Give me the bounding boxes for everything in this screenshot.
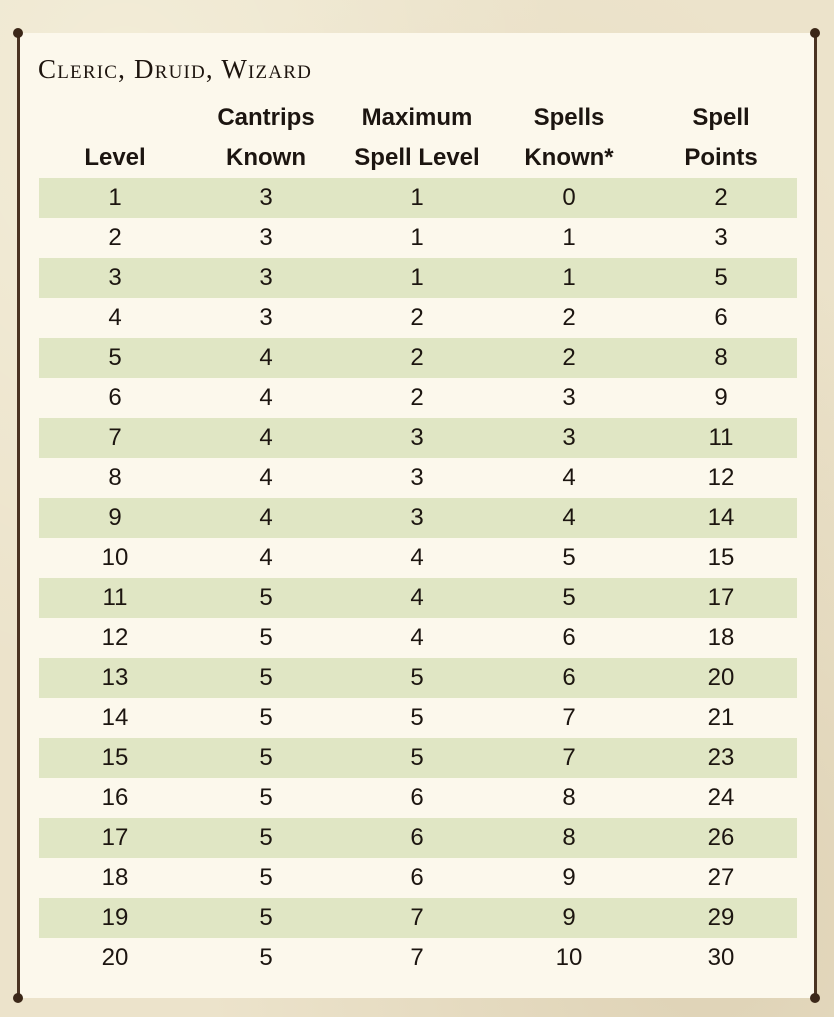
spells-known-cell: 0 (562, 184, 576, 211)
spells-known-cell: 2 (562, 344, 576, 371)
spell-points-cell: 17 (707, 584, 735, 611)
max-spell-level-cell: 3 (410, 464, 424, 491)
spells-known-cell: 10 (555, 944, 583, 971)
spell-points-cell: 9 (714, 384, 728, 411)
spell-points-cell: 5 (714, 264, 728, 291)
cantrips-known-cell: 5 (259, 824, 273, 851)
table-title: Cleric, Druid, Wizard (38, 54, 313, 84)
header-cantrips-known (191, 98, 341, 178)
spell-points-cell: 29 (707, 904, 735, 931)
table-row (39, 858, 797, 898)
border-knob-top-right (810, 28, 820, 38)
spell-points-cell: 27 (707, 864, 735, 891)
header-line: Spell (692, 104, 750, 131)
left-border-rule (17, 33, 20, 998)
spells-known-cell: 4 (562, 464, 576, 491)
level-cell: 8 (108, 464, 122, 491)
spells-known-cell: 8 (562, 824, 576, 851)
table-row (39, 338, 797, 378)
spells-known-cell: 9 (562, 904, 576, 931)
spells-known-cell: 9 (562, 864, 576, 891)
level-cell: 13 (101, 664, 129, 691)
spell-points-cell: 11 (708, 424, 734, 451)
spells-known-cell: 3 (562, 424, 576, 451)
spells-known-cell: 7 (562, 704, 576, 731)
header-spell-points (645, 98, 797, 178)
border-knob-top-left (13, 28, 23, 38)
spells-known-cell: 4 (562, 504, 576, 531)
spell-points-cell: 20 (707, 664, 735, 691)
cantrips-known-cell: 5 (259, 744, 273, 771)
header-line: Cantrips (217, 104, 315, 131)
max-spell-level-cell: 4 (410, 584, 424, 611)
table-row (39, 738, 797, 778)
level-cell: 4 (108, 304, 122, 331)
max-spell-level-cell: 4 (410, 624, 424, 651)
table-row (39, 578, 797, 618)
level-cell: 19 (101, 904, 129, 931)
level-cell: 3 (108, 264, 122, 291)
max-spell-level-cell: 3 (410, 424, 424, 451)
level-cell: 7 (108, 424, 122, 451)
cantrips-known-cell: 5 (259, 624, 273, 651)
spells-known-cell: 6 (562, 664, 576, 691)
table-row (39, 458, 797, 498)
spell-points-cell: 2 (714, 184, 728, 211)
table-row (39, 178, 797, 218)
table-row (39, 938, 797, 978)
level-cell: 18 (101, 864, 129, 891)
level-cell: 14 (101, 704, 129, 731)
cantrips-known-cell: 5 (259, 784, 273, 811)
level-cell: 5 (108, 344, 122, 371)
max-spell-level-cell: 2 (410, 304, 424, 331)
level-cell: 6 (108, 384, 122, 411)
header-line: Points (684, 144, 758, 171)
table-row (39, 378, 797, 418)
table-row (39, 218, 797, 258)
header-line: Known (226, 144, 306, 171)
cantrips-known-cell: 5 (259, 584, 273, 611)
level-cell: 11 (102, 584, 128, 611)
max-spell-level-cell: 5 (410, 744, 424, 771)
cantrips-known-cell: 3 (259, 184, 273, 211)
spell-points-table (39, 98, 797, 978)
cantrips-known-cell: 3 (259, 264, 273, 291)
spell-points-cell: 26 (707, 824, 735, 851)
spell-points-cell: 21 (707, 704, 735, 731)
header-level (39, 98, 191, 178)
cantrips-known-cell: 4 (259, 504, 273, 531)
max-spell-level-cell: 5 (410, 664, 424, 691)
table-row (39, 258, 797, 298)
table-body (39, 178, 797, 978)
cantrips-known-cell: 5 (259, 704, 273, 731)
spells-known-cell: 3 (562, 384, 576, 411)
spell-points-cell: 14 (707, 504, 735, 531)
header-line: Maximum (361, 104, 473, 131)
cantrips-known-cell: 5 (259, 664, 273, 691)
spell-points-cell: 15 (707, 544, 735, 571)
max-spell-level-cell: 1 (410, 264, 424, 291)
table-row (39, 418, 797, 458)
spells-known-cell: 7 (562, 744, 576, 771)
spells-known-cell: 1 (562, 264, 576, 291)
cantrips-known-cell: 5 (259, 944, 273, 971)
table-row (39, 538, 797, 578)
spell-points-cell: 30 (707, 944, 735, 971)
header-line: Level (84, 144, 146, 171)
table-row (39, 498, 797, 538)
max-spell-level-cell: 6 (410, 784, 424, 811)
level-cell: 20 (101, 944, 129, 971)
level-cell: 9 (108, 504, 122, 531)
spell-points-cell: 23 (707, 744, 735, 771)
header-line: Spells (533, 104, 605, 131)
cantrips-known-cell: 3 (259, 224, 273, 251)
level-cell: 1 (108, 184, 122, 211)
table-row (39, 778, 797, 818)
cantrips-known-cell: 5 (259, 864, 273, 891)
level-cell: 12 (101, 624, 129, 651)
spells-known-cell: 2 (562, 304, 576, 331)
border-knob-bottom-left (13, 993, 23, 1003)
spells-known-cell: 8 (562, 784, 576, 811)
cantrips-known-cell: 4 (259, 344, 273, 371)
max-spell-level-cell: 2 (410, 344, 424, 371)
level-cell: 2 (108, 224, 122, 251)
cantrips-known-cell: 5 (259, 904, 273, 931)
max-spell-level-cell: 7 (410, 904, 424, 931)
max-spell-level-cell: 7 (410, 944, 424, 971)
spell-points-cell: 8 (714, 344, 728, 371)
max-spell-level-cell: 6 (410, 864, 424, 891)
table-header (39, 98, 797, 178)
level-cell: 17 (101, 824, 129, 851)
cantrips-known-cell: 4 (259, 464, 273, 491)
spells-known-cell: 5 (562, 584, 576, 611)
header-maximum-spell-level (341, 98, 493, 178)
max-spell-level-cell: 5 (410, 704, 424, 731)
level-cell: 16 (101, 784, 129, 811)
spell-points-cell: 12 (707, 464, 735, 491)
max-spell-level-cell: 1 (410, 224, 424, 251)
cantrips-known-cell: 4 (259, 424, 273, 451)
spells-known-cell: 1 (562, 224, 576, 251)
max-spell-level-cell: 6 (410, 824, 424, 851)
table-row (39, 618, 797, 658)
table-row (39, 698, 797, 738)
cantrips-known-cell: 4 (259, 384, 273, 411)
spell-points-cell: 18 (707, 624, 735, 651)
header-spells-known (493, 98, 645, 178)
border-knob-bottom-right (810, 993, 820, 1003)
level-cell: 10 (101, 544, 129, 571)
header-line: Known* (524, 144, 614, 171)
max-spell-level-cell: 1 (410, 184, 424, 211)
spells-known-cell: 6 (562, 624, 576, 651)
table-row (39, 298, 797, 338)
table-row (39, 898, 797, 938)
cantrips-known-cell: 4 (259, 544, 273, 571)
spells-known-cell: 5 (562, 544, 576, 571)
header-line: Spell Level (354, 144, 480, 171)
cantrips-known-cell: 3 (259, 304, 273, 331)
level-cell: 15 (101, 744, 129, 771)
table-row (39, 818, 797, 858)
table-row (39, 658, 797, 698)
spell-points-cell: 24 (707, 784, 735, 811)
max-spell-level-cell: 2 (410, 384, 424, 411)
max-spell-level-cell: 3 (410, 504, 424, 531)
max-spell-level-cell: 4 (410, 544, 424, 571)
right-border-rule (814, 33, 817, 998)
spell-points-cell: 6 (714, 304, 728, 331)
spell-points-cell: 3 (714, 224, 728, 251)
